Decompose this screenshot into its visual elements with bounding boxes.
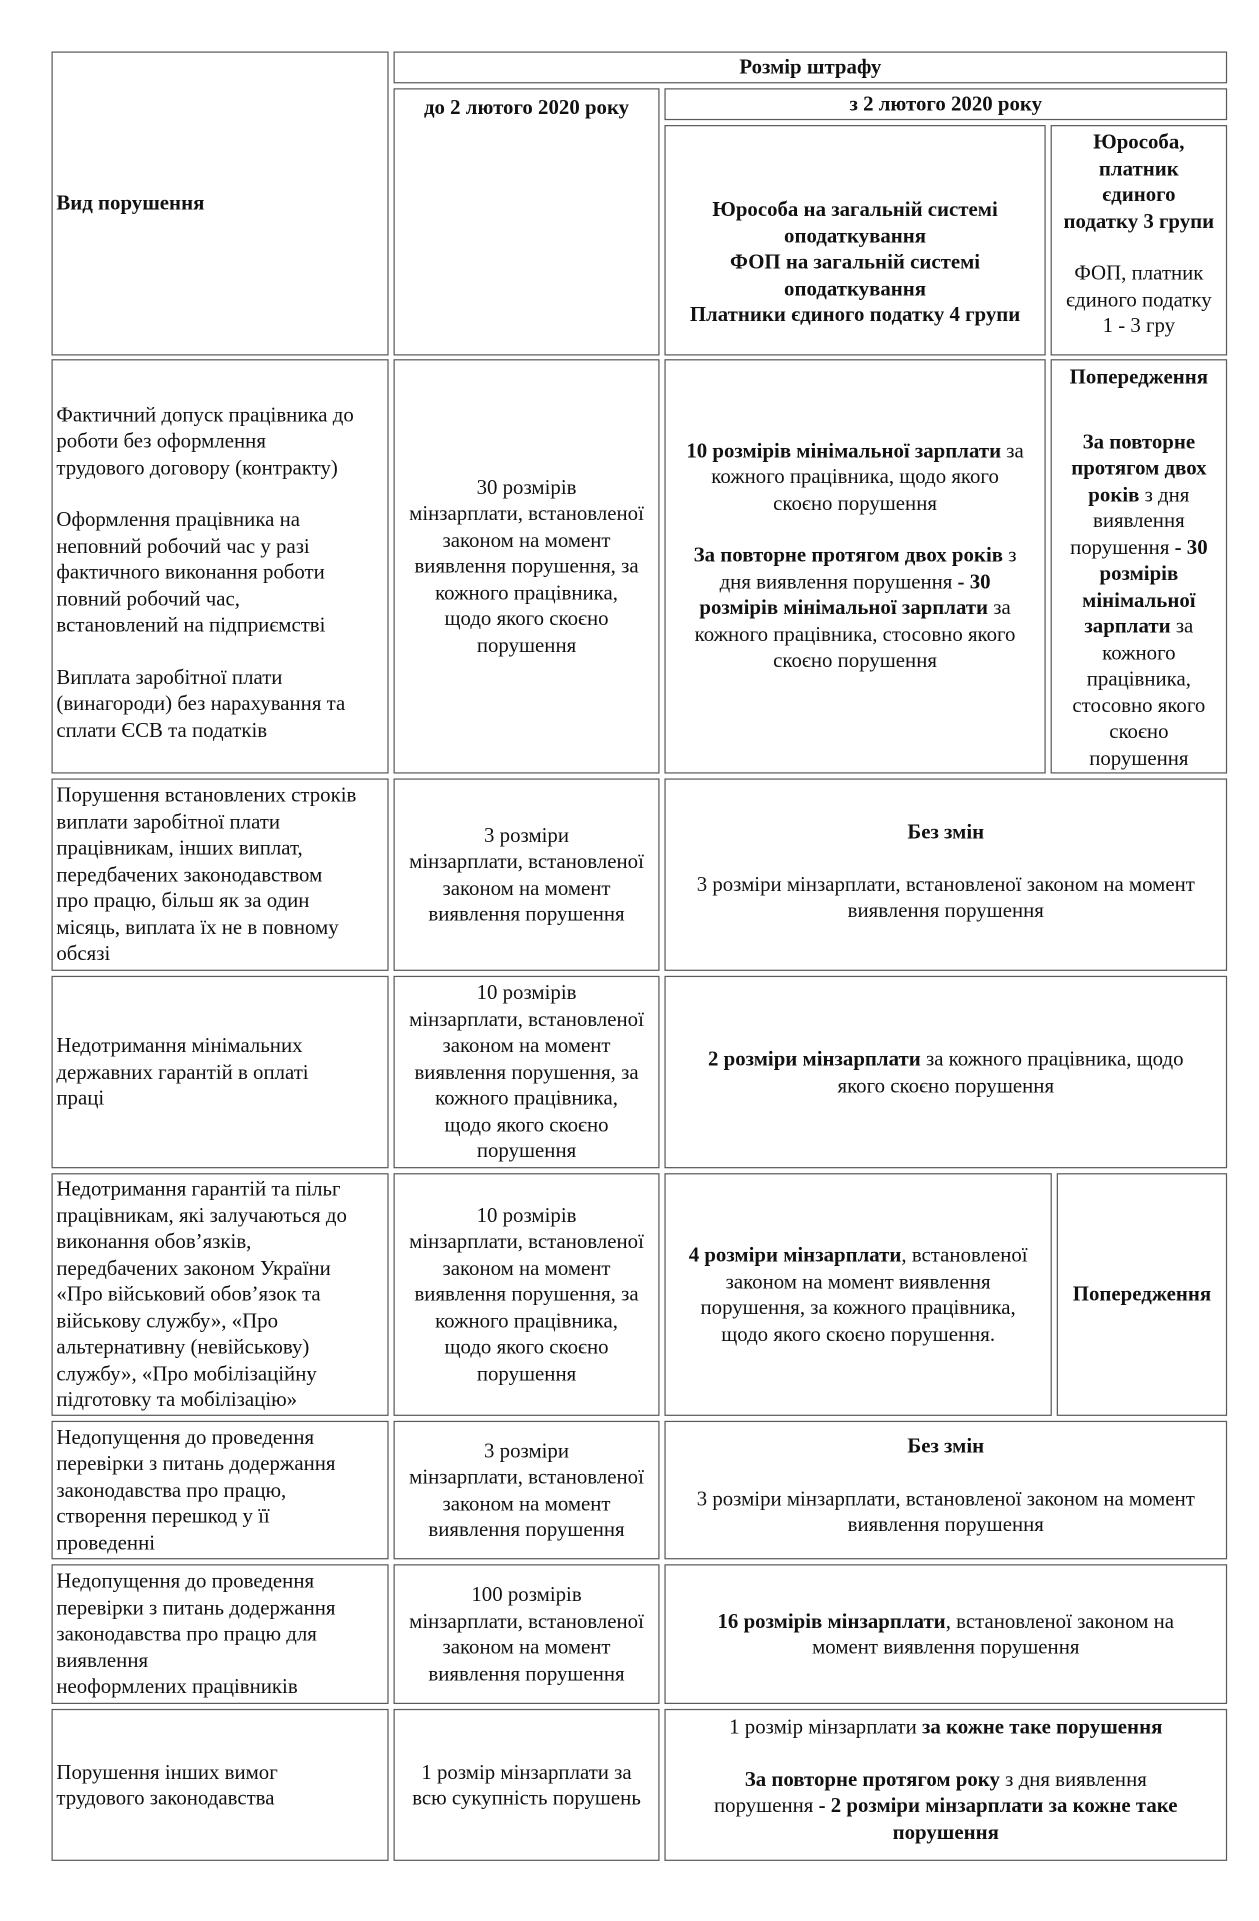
row3-before-line: мінзарплати, встановленої <box>409 1007 644 1031</box>
row2-before-line: мінзарплати, встановленої <box>409 849 644 873</box>
header-fine-size <box>394 51 1228 83</box>
row7-before-line: всю сукупність порушень <box>412 1786 641 1810</box>
row1-violation <box>51 359 388 773</box>
row1-before-line: порушення <box>476 633 577 657</box>
row6-violation-line: неоформлених працівників <box>56 1674 298 1699</box>
row7-after-bold: За повторне протягом року <box>744 1767 1000 1791</box>
row4-general-line: щодо якого скоєно порушення. <box>721 1322 996 1346</box>
header-after-date <box>664 88 1227 120</box>
row1-before <box>394 359 660 773</box>
row1-group3-line: За повторне <box>1082 429 1196 453</box>
header-after-label: з 2 лютого 2020 року <box>849 92 1043 116</box>
row1-violation-line: Оформлення працівника на <box>56 507 301 532</box>
row1-group3-line <box>1054 481 1223 507</box>
header-violation-type-label: Вид порушення <box>56 191 205 215</box>
row3-after-bold: 2 розміри мінзарплати <box>708 1046 921 1071</box>
row4-before-line: порушення <box>476 1361 577 1385</box>
row1-group3-bold: зарплати <box>1084 614 1171 638</box>
row7-violation-line: Порушення інших вимог <box>56 1759 278 1784</box>
header-violation-type <box>51 51 388 355</box>
row7-after-text: порушення <box>714 1793 819 1817</box>
row5-violation-line: створення перешкод у її <box>56 1504 270 1528</box>
row3-after-line: якого скоєно порушення <box>837 1073 1055 1097</box>
row1-violation-line: фактичного виконання роботи <box>56 560 325 584</box>
header-before-date <box>394 88 660 355</box>
row3-before-line: 10 розмірів <box>476 981 577 1005</box>
row3-before-line: порушення <box>476 1139 577 1163</box>
row4-violation-line: виконання обов’язків, <box>56 1229 252 1254</box>
row1-before-line: законом на момент <box>442 528 611 552</box>
row1-group3-line: стосовно якого <box>1072 693 1206 717</box>
row3-before-line: кожного працівника, <box>435 1086 618 1110</box>
row4-violation <box>51 1173 388 1416</box>
row1-group3-bold: років <box>1088 482 1140 506</box>
row7-before <box>394 1709 660 1861</box>
row1-violation-line: неповний робочий час у разі <box>56 534 310 558</box>
row7-after-text: 1 розмір мінзарплати <box>729 1715 922 1739</box>
row7-after-line: порушення <box>892 1819 999 1844</box>
row5-violation <box>51 1421 388 1560</box>
row1-group3-text: за <box>1170 614 1194 638</box>
header-group3-line: єдиного <box>1102 182 1176 206</box>
row5-before-line: законом на момент <box>442 1491 611 1515</box>
row6-violation-line: перевірки з питань додержання <box>56 1595 336 1620</box>
row1-general-text: дня виявлення порушення <box>719 569 958 593</box>
row1-general-bold: - 30 <box>957 569 991 593</box>
row3-after-line <box>668 1046 1223 1072</box>
header-group3-sub-line: ФОП, платник <box>1074 261 1204 285</box>
row4-general-line <box>668 1242 1048 1268</box>
row1-group3-bold: - 30 <box>1174 535 1208 559</box>
row1-violation-line: Фактичний допуск працівника до <box>56 403 354 427</box>
row2-violation <box>51 778 388 970</box>
row4-before-line: виявлення порушення, за <box>414 1282 639 1306</box>
row6-after-line: момент виявлення порушення <box>812 1635 1080 1659</box>
row1-group3-warning: Попередження <box>1069 365 1209 389</box>
row4-violation-line: службу», «Про мобілізаційну <box>56 1361 317 1385</box>
row4-violation-line: альтернативну (невійськову) <box>56 1335 310 1359</box>
row4-before-line: кожного працівника, <box>435 1308 618 1333</box>
row5-before-line: виявлення порушення <box>428 1517 625 1541</box>
row2-before-line: законом на момент <box>442 875 611 900</box>
row7-after-bold: за кожне таке порушення <box>921 1715 1163 1739</box>
row2-before-line: виявлення порушення <box>428 902 625 926</box>
row1-group3-line: мінімальної <box>1082 587 1196 612</box>
row2-violation-line: передбачених законодавством <box>56 862 323 887</box>
row2-violation-line: Порушення встановлених строків <box>56 783 357 807</box>
row1-group3-line: виявлення <box>1093 508 1185 533</box>
row5-after-title: Без змін <box>907 1434 985 1458</box>
row3-before-line: щодо якого скоєно <box>444 1112 609 1137</box>
row4-violation-line: Недотримання гарантій та пільг <box>56 1177 341 1201</box>
row1-general-text: за <box>1001 438 1024 462</box>
row2-after-title: Без змін <box>907 820 985 844</box>
row1-general-text: за <box>988 595 1011 620</box>
row1-group3-line <box>1054 613 1223 639</box>
row1-violation-line: роботи без оформлення <box>56 429 266 453</box>
row2-violation-line: виплати заробітної плати <box>56 810 281 834</box>
row4-violation-line: військову службу», «Про <box>56 1308 279 1333</box>
row1-before-line: виявлення порушення, за <box>414 554 639 578</box>
row4-group3 <box>1057 1173 1227 1416</box>
row1-general-line: кожного працівника, щодо якого <box>711 464 999 488</box>
row1-group3-text: з дня <box>1139 482 1190 506</box>
row1-general-line: кожного працівника, стосовно якого <box>694 622 1016 646</box>
row4-general-bold: 4 розміри мінзарплати <box>688 1243 902 1267</box>
row3-violation <box>51 976 388 1168</box>
row1-violation-line: сплати ЄСВ та податків <box>56 718 268 742</box>
row3-after <box>664 976 1227 1168</box>
row2-before-line: 3 розміри <box>484 823 570 847</box>
row6-before-line: законом на момент <box>442 1635 611 1659</box>
row3-violation-line: державних гарантій в оплаті <box>56 1060 309 1084</box>
row3-violation-line: Недотримання мінімальних <box>56 1033 303 1058</box>
row1-group3-line <box>1054 534 1223 560</box>
row1-general-line: скоєно порушення <box>773 648 937 672</box>
row1-violation-line: повний робочий час, <box>56 586 240 611</box>
row6-violation-line: Недопущення до проведення <box>56 1569 315 1593</box>
row6-before-line: мінзарплати, встановленої <box>409 1608 644 1633</box>
row1-general-line <box>668 542 1042 568</box>
header-general-line: оподаткування <box>784 276 927 301</box>
row7-violation <box>51 1709 388 1861</box>
row6-before-line: виявлення порушення <box>428 1661 625 1685</box>
row7-after-line <box>668 1792 1223 1818</box>
row1-group3-line: порушення <box>1089 745 1189 770</box>
header-fine-size-label: Розмір штрафу <box>739 55 882 79</box>
row4-before-line: законом на момент <box>442 1256 611 1280</box>
row1-general-bold: розмірів мінімальної зарплати <box>699 595 989 620</box>
row5-violation-line: проведенні <box>56 1530 156 1555</box>
row6-after-bold: 16 розмірів мінзарплати <box>717 1608 946 1633</box>
row7-after-bold: - 2 розміри мінзарплати за кожне таке <box>818 1793 1178 1817</box>
row6-after-line <box>668 1608 1223 1634</box>
row2-after-line: виявлення порушення <box>847 898 1044 922</box>
row1-general-line <box>668 437 1042 463</box>
row5-after-line: виявлення порушення <box>847 1512 1044 1537</box>
row5-violation-line: законодавства про працю, <box>56 1478 287 1502</box>
header-group3-sub-line: 1 - 3 гру <box>1102 313 1176 338</box>
row1-group3-line: протягом двох <box>1071 456 1207 480</box>
row2-before <box>394 778 660 970</box>
row5-violation-line: Недопущення до проведення <box>56 1425 315 1449</box>
row7-after-line <box>668 1714 1223 1740</box>
row2-violation-line: про працю, більш як за один <box>56 889 310 913</box>
row7-after-text: з дня виявлення <box>999 1767 1147 1791</box>
row4-before-line: щодо якого скоєно <box>444 1335 609 1359</box>
row1-before-line: кожного працівника, <box>435 580 618 605</box>
row2-violation-line: працівникам, інших виплат, <box>56 836 303 860</box>
row6-before <box>394 1564 660 1704</box>
row3-before-line: законом на момент <box>442 1033 611 1058</box>
row6-before-line: 100 розмірів <box>471 1582 582 1606</box>
row7-violation-line: трудового законодавства <box>56 1786 275 1810</box>
row2-violation-line: обсязі <box>56 941 111 966</box>
row5-after-line: 3 розміри мінзарплати, встановленої законом на момент <box>696 1486 1195 1510</box>
row1-group3-line: скоєно <box>1109 719 1169 743</box>
row4-general-line: законом на момент виявлення <box>725 1269 991 1293</box>
row4-violation-line: працівникам, які залучаються до <box>56 1203 347 1227</box>
row1-group3-line: кожного <box>1102 640 1176 664</box>
row5-after <box>664 1421 1227 1560</box>
row1-violation-line: трудового договору (контракту) <box>56 455 338 480</box>
row2-after <box>664 778 1227 970</box>
row3-after-text: за кожного працівника, щодо <box>920 1046 1184 1071</box>
header-general-system <box>664 125 1045 355</box>
row1-general-bold: За повторне протягом двох років <box>693 543 1003 567</box>
row1-group3-text: порушення <box>1070 535 1175 559</box>
row4-before-line: мінзарплати, встановленої <box>409 1229 644 1254</box>
row6-violation-line: законодавства про працю для <box>56 1622 317 1646</box>
row5-violation-line: перевірки з питань додержання <box>56 1451 336 1476</box>
row5-before <box>394 1421 660 1560</box>
row1-group3 <box>1051 359 1228 773</box>
row3-violation-line: праці <box>56 1086 105 1110</box>
row3-before-line: виявлення порушення, за <box>414 1060 639 1084</box>
row6-after-text: , встановленої законом на <box>945 1608 1175 1633</box>
row4-general-line: порушення, за кожного працівника, <box>700 1295 1016 1320</box>
row1-general-text: з <box>1002 543 1017 567</box>
row4-group3-warning: Попередження <box>1072 1282 1212 1306</box>
row1-general-line <box>668 595 1042 621</box>
header-general-line: Юрособа на загальній системі <box>712 197 998 221</box>
row4-before-line: 10 розмірів <box>476 1203 577 1227</box>
row1-group3-line: працівника, <box>1086 666 1191 691</box>
header-before-label: до 2 лютого 2020 року <box>423 95 630 119</box>
row5-before-line: мінзарплати, встановленої <box>409 1464 644 1489</box>
row1-violation-line: встановлений на підприємстві <box>56 613 326 637</box>
row4-violation-line: «Про військовий обов’язок та <box>56 1282 321 1306</box>
row1-general-line <box>668 568 1042 594</box>
row1-violation-line: Виплата заробітної плати <box>56 665 283 689</box>
row6-violation <box>51 1564 388 1704</box>
header-general-line: ФОП на загальній системі <box>730 250 981 274</box>
header-group3-sub-line: єдиного податку <box>1066 287 1212 311</box>
header-group3-line: податку 3 групи <box>1063 209 1215 233</box>
header-group3-line: платник <box>1098 156 1179 180</box>
row4-before <box>394 1173 660 1416</box>
row7-after <box>664 1709 1227 1861</box>
row4-general <box>664 1173 1051 1416</box>
row4-violation-line: передбачених законом України <box>56 1256 331 1280</box>
header-group3 <box>1051 125 1228 355</box>
row5-before-line: 3 розміри <box>484 1438 570 1462</box>
row4-violation-line: підготовку та мобілізацію» <box>56 1388 298 1412</box>
row1-general <box>664 359 1045 773</box>
row2-after-line: 3 розміри мінзарплати, встановленої законом на момент <box>696 872 1195 896</box>
row6-after <box>664 1564 1227 1704</box>
row1-general-bold: 10 розмірів мінімальної зарплати <box>686 438 1002 462</box>
row1-before-line: 30 розмірів <box>476 475 577 499</box>
row3-before <box>394 976 660 1168</box>
row4-general-text: , встановленої <box>901 1243 1028 1267</box>
header-group3-line: Юрособа, <box>1093 129 1185 154</box>
row1-violation-line: (винагороди) без нарахування та <box>56 691 346 716</box>
row1-before-line: мінзарплати, встановленої <box>409 501 644 525</box>
row1-general-line: скоєно порушення <box>773 490 937 515</box>
header-general-line: Платники єдиного податку 4 групи <box>689 303 1021 327</box>
row1-before-line: щодо якого скоєно <box>444 607 609 631</box>
row6-violation-line: виявлення <box>56 1648 149 1672</box>
row2-violation-line: місяць, виплата їх не в повному <box>56 915 339 939</box>
row7-before-line: 1 розмір мінзарплати за <box>421 1759 632 1784</box>
row1-group3-line: розмірів <box>1099 561 1179 585</box>
header-general-line: оподаткування <box>784 224 927 248</box>
row7-after-line <box>668 1766 1223 1792</box>
